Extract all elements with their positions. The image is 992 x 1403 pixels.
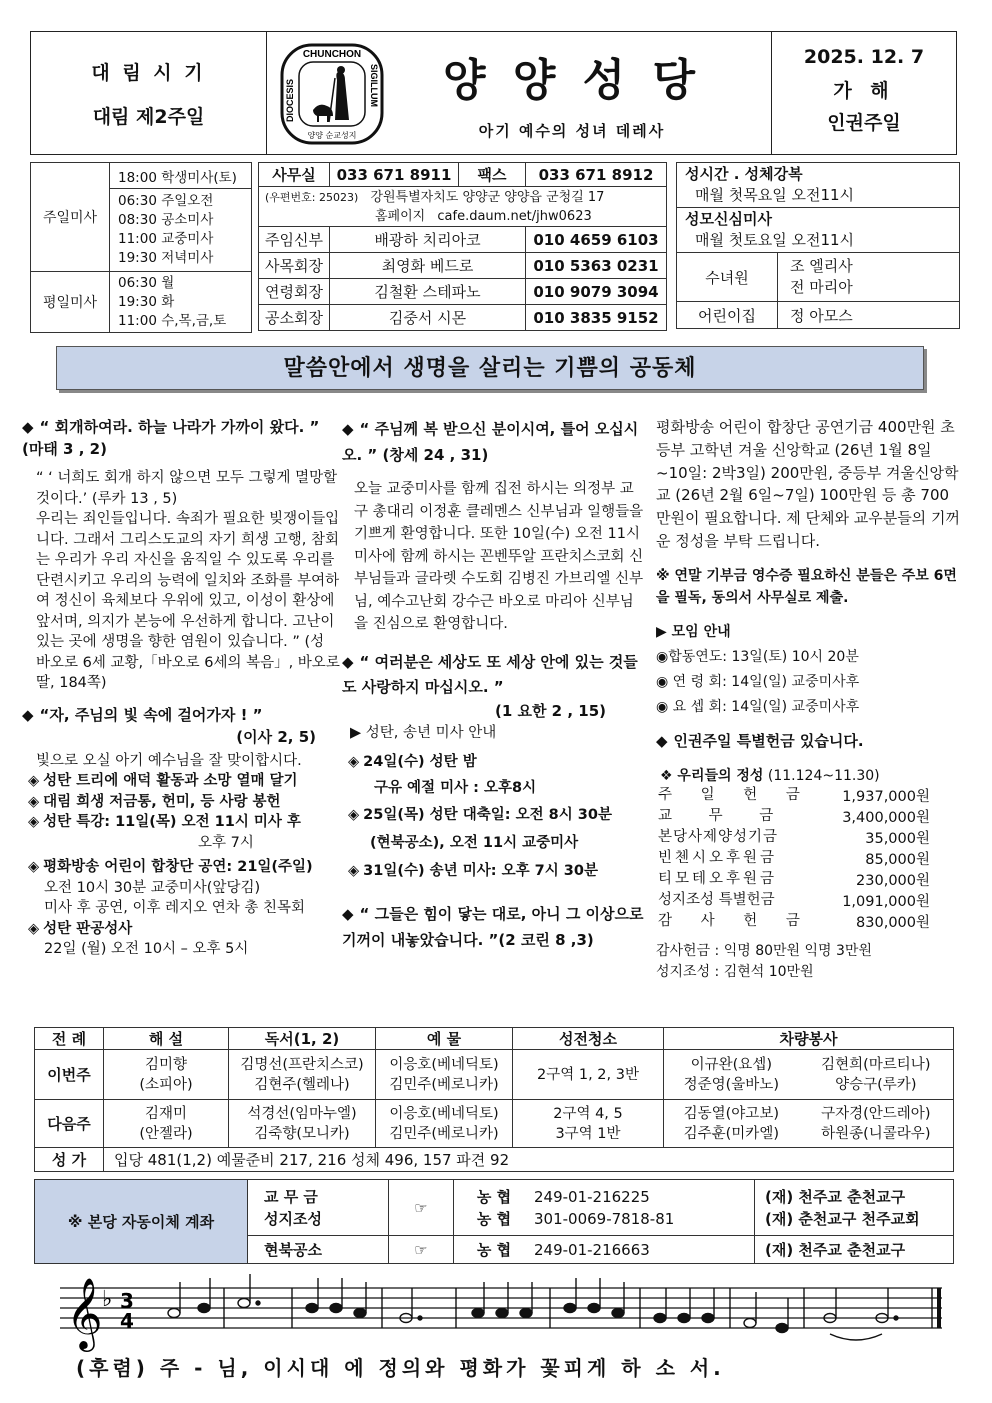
offering-table: [658, 785, 930, 932]
thanks-offering: 감사헌금 : 익명 80만원 익명 3만원: [656, 942, 872, 959]
header-date-box: [771, 31, 957, 155]
sister-name: 조 엘리사: [790, 257, 853, 275]
person: 김현희(마르티나): [821, 1056, 931, 1073]
seal-right-text: SIGILLUM: [369, 64, 379, 107]
time-sig-bottom: 4: [120, 1309, 134, 1333]
offering-label: 티모테오후원금: [658, 870, 778, 887]
roster-header: 전 례: [35, 1028, 104, 1050]
homepage-link[interactable]: cafe.daum.net/jhw0623: [437, 208, 592, 224]
roster-header: 해 설: [104, 1028, 229, 1050]
sunday-name: 인권주일: [827, 112, 901, 134]
weekday-mass-label: 평일미사: [31, 272, 110, 333]
meeting-item: ◉ 연 령 회: 14일(일) 교중미사후: [656, 673, 860, 690]
header-season-box: [30, 31, 267, 155]
music-staff: [60, 1272, 950, 1352]
fax-number: 033 671 8912: [526, 163, 667, 187]
hymn-lyrics: (후렴) 주 - 님, 이시대 에 정의와 평화가 꽃피게 하 소 서.: [76, 1356, 725, 1380]
office-phone: 033 671 8911: [330, 163, 459, 187]
person: 이응호(베네딕토): [389, 1056, 499, 1073]
advent-item: ◈ 평화방송 어린이 합창단 공연: 21일(주일): [22, 857, 340, 878]
bank: 농 협: [476, 1187, 512, 1206]
person: 하원종(니콜라우): [821, 1125, 931, 1142]
column-3: [656, 416, 962, 982]
account-holders: [755, 1180, 954, 1236]
seal-bottom-text: 양양 순교성지: [307, 131, 357, 140]
account-holder: (재) 천주교 춘천교구: [755, 1236, 954, 1264]
sisters-label: 수녀원: [677, 253, 778, 302]
offering-title: ❖ 우리들의 정성: [660, 767, 764, 784]
weekday-time: 11:00 수,목,금,토: [118, 312, 227, 329]
advent-item-cont: 22일 (월) 오전 10시 – 오후 5시: [44, 941, 249, 957]
sunday-time: 11:00 교중미사: [118, 231, 214, 247]
staff-name: 최영화 베드로: [330, 253, 526, 279]
person: 김민주(베로니카): [389, 1125, 499, 1142]
person: (소피아): [139, 1076, 193, 1093]
advent-item: ◈ 대림 희생 저금통, 헌미, 등 사랑 봉헌: [22, 792, 340, 813]
roster-commentary: [104, 1050, 229, 1100]
person: 석경선(임마누엘): [247, 1105, 357, 1122]
offering-label: 교 무 금: [658, 807, 790, 824]
bank-accounts-table: [34, 1179, 954, 1264]
season-label: 대 림 시 기: [91, 62, 206, 84]
account-number: 249-01-216225: [534, 1187, 650, 1206]
bulletin-date: 2025. 12. 7: [803, 46, 925, 68]
receipt-notice: ※ 연말 기부금 영수증 필요하신 분들은 주보 6면을 필독, 동의서 사무실로 제출.: [656, 567, 957, 606]
quote3-body: 오늘 교중미사를 함께 집전 하시는 의정부 교구 총대리 이정훈 클레멘스 신부님과 일행들을 기쁘게 환영합니다. 또한 10일(수) 오전 11시 미사에 함께 하시는 꼰벤뚜알 프란치스코회 신부님들과 글라렛 수도회 김병진 가브리엘 신부님, 예수고난회 강수근 바오로 마리아 신부님을 진심으로 환영합니다.: [354, 481, 644, 632]
quote4-ref: (1 요한 2 , 15): [494, 701, 606, 720]
offering-amount: 830,000원: [856, 914, 930, 931]
person: 양승구(루카): [835, 1076, 917, 1093]
roster-cleaning: [513, 1050, 664, 1100]
advent-item: ◈ 성탄 판공성사: [22, 919, 340, 940]
roster-header: 예 물: [376, 1028, 513, 1050]
hymn-numbers: 입당 481(1,2) 예물준비 217, 216 성체 496, 157 파견 92: [104, 1148, 954, 1172]
roster-cleaning: [513, 1100, 664, 1148]
advent-item-cont: 오전 10시 30분 교중미사(앞당김): [44, 879, 261, 896]
group: 3구역 1반: [555, 1125, 621, 1142]
seal-left-text: DIOCESIS: [285, 78, 295, 122]
column-1: [22, 416, 340, 960]
offering-label: 빈첸시오후원금: [658, 849, 778, 866]
fax-label: 팩스: [459, 163, 526, 187]
staff-phone: 010 4659 6103: [526, 227, 667, 253]
quote1-quote: “ ‘ 너희도 회개 하지 않으면 모두 그렇게 멸망할 것이다.’ (루카 13 , 5): [36, 470, 338, 507]
person: 김민주(베로니카): [389, 1076, 499, 1093]
roster-offering: [376, 1100, 513, 1148]
group: 2구역 4, 5: [553, 1105, 623, 1122]
roster-offering: [376, 1050, 513, 1100]
motto-text: 말씀안에서 생명을 살리는 기쁨의 공동체: [283, 355, 697, 381]
bank: 농 협: [476, 1209, 512, 1228]
year-cycle: 가 해: [833, 80, 895, 102]
motto-banner: [56, 346, 924, 390]
sunday-time: 08:30 공소미사: [118, 212, 214, 228]
sisters-names: [778, 253, 960, 302]
pointer-icon: ☞: [389, 1236, 454, 1264]
sunday-time: 06:30 주일오전: [118, 193, 214, 209]
quote1-body: 우리는 죄인들입니다. 속죄가 필요한 빚쟁이들입니다. 그래서 그리스도교의 자기 희생 고행, 참회는 우리가 우리 자신을 움직일 수 있도록 우리를 단련시키고 우리의 능력에 일치와 조화를 부여하여 정신이 육체보다 우위에 있고, 이성이 환상에 앞서며, 의지가 본능에 우선하게 합니다. 고난이 있는 곳에 생명을 향한 염원이 있습니다. ” (성 바오로 6세 교황,「바오로 6세의 복음」, 바오로 딸, 184쪽): [36, 511, 340, 691]
nursery-label: 어린이집: [677, 302, 778, 329]
advent-item: ◈ 성탄 특강: 11일(목) 오전 11시 미사 후: [22, 812, 340, 833]
staff-role: 공소회장: [259, 305, 330, 331]
roster-commentary: [104, 1100, 229, 1148]
quote1-title: ◆ “ 회개하여라. 하늘 나라가 가까이 왔다. ” (마태 3 , 2): [22, 416, 340, 460]
person: 김동열(야고보): [683, 1105, 779, 1122]
staff-phone: 010 9079 3094: [526, 279, 667, 305]
quote3-title: ◆ “ 주님께 복 받으신 분이시여, 틀어 오십시오. ” (창세 24 , 31): [342, 416, 646, 468]
account-number: 249-01-216663: [534, 1236, 755, 1264]
christmas-item: ◈ 24일(수) 성탄 밤: [342, 749, 646, 775]
roster-driving: [664, 1050, 799, 1100]
pointer-icon: ☞: [389, 1180, 454, 1236]
offering-period: (11.124~11.30): [767, 767, 880, 784]
hymn-label: 성 가: [35, 1148, 104, 1172]
column-2: [342, 416, 646, 953]
account-numbers: [534, 1180, 755, 1236]
holy-hour-time: 매월 첫목요일 오전11시: [695, 186, 855, 204]
week-label: 대림 제2주일: [92, 106, 205, 128]
header-title-box: [266, 31, 772, 155]
sunday-time: 19:30 저녁미사: [118, 250, 214, 266]
offering-label: 감 사 헌 금: [658, 912, 812, 929]
christmas-item-cont: (현북공소), 오전 11시 교중미사: [370, 835, 579, 851]
shrine-offering: 성지조성 : 김현석 10만원: [656, 963, 814, 980]
holy-hour-cell: [677, 163, 960, 208]
account-name: 교 무 금: [264, 1187, 318, 1206]
heart-mass-time: 매월 첫토요일 오전11시: [695, 231, 855, 249]
person: 김미향: [144, 1056, 188, 1073]
meeting-item: ◉합동연도: 13일(토) 10시 20분: [656, 648, 859, 665]
person: 김현주(헬레나): [254, 1076, 350, 1093]
postal-code: (우편번호: 25023): [265, 190, 359, 204]
roster-header: 성전청소: [513, 1028, 664, 1050]
person: 구자경(안드레아): [821, 1105, 931, 1122]
seal-top-text: CHUNCHON: [302, 49, 362, 60]
quote2-ref: (이사 2, 5): [236, 727, 316, 746]
group: 2구역 1, 2, 3반: [537, 1066, 639, 1083]
person: 김명선(프란치스코): [240, 1056, 364, 1073]
fund-paragraph: 평화방송 어린이 합창단 공연기금 400만원 초등부 고학년 겨울 신앙학교 (26년 1월 8일~10일: 2박3일) 200만원, 중등부 겨울신앙학교 (26년 2월 6일~7일) 100만원 등 총 700만원이 필요합니다. 제 단체와 교우분들의 기꺼운 정성을 부탁 드립니다.: [656, 418, 960, 550]
address: 강원특별자치도 양양군 양양읍 군청길 17: [370, 189, 605, 205]
quote4-title: ◆ “ 여러분은 세상도 또 세상 안에 있는 것들도 사랑하지 마십시오. ”: [342, 650, 646, 700]
quote5-title: ◆ “ 그들은 힘이 닿는 대로, 아니 그 이상으로 기꺼이 내놓았습니다. ”(2 코린 8 ,3): [342, 901, 646, 953]
person: 김주훈(미카엘): [683, 1125, 779, 1142]
offering-label: 주 일 헌 금: [658, 786, 812, 803]
nursery-name: 정 아모스: [778, 302, 960, 329]
offering-amount: 230,000원: [856, 872, 930, 889]
person: 김재미: [144, 1105, 188, 1122]
offering-amount: 85,000원: [865, 851, 930, 868]
staff-name: 배광하 치리아코: [330, 227, 526, 253]
staff-phone: 010 3835 9152: [526, 305, 667, 331]
sunday-mass-label: 주일미사: [31, 163, 110, 272]
staff-role: 연령회장: [259, 279, 330, 305]
weekday-mass-times: [110, 272, 252, 333]
staff-name: 김중서 시몬: [330, 305, 526, 331]
advent-item-cont: 미사 후 공연, 이후 레지오 연차 총 친목회: [44, 900, 305, 916]
person: (안젤라): [139, 1125, 193, 1142]
side-info-table: [676, 162, 960, 329]
liturgy-roster-table: [34, 1027, 954, 1172]
homepage-label: 홈페이지: [375, 208, 426, 224]
special-collection: ◆ 인권주일 특별헌금 있습니다.: [656, 730, 962, 751]
advent-item: ◈ 성탄 트리에 애덕 활동과 소망 열매 달기: [22, 771, 340, 792]
christmas-item-cont: 구유 예절 미사 : 오후8시: [374, 780, 537, 796]
christmas-item: ◈ 25일(목) 성탄 대축일: 오전 8시 30분: [342, 801, 646, 829]
sunday-mass-times: [110, 189, 252, 272]
account-name: 성지조성: [264, 1209, 322, 1228]
account-name: 현북공소: [248, 1236, 389, 1264]
account-names: [248, 1180, 389, 1236]
bank: 농 협: [454, 1236, 535, 1264]
quote2-title: ◆ “자, 주님의 빛 속에 걸어가자 ! ”: [22, 704, 340, 726]
diocese-seal-logo: [279, 42, 385, 146]
office-table: [258, 162, 667, 331]
person: 이규완(요셉): [690, 1056, 772, 1073]
staff-role: 주임신부: [259, 227, 330, 253]
mass-schedule-table: [30, 162, 252, 333]
time-sig-top: 3: [120, 1289, 134, 1313]
office-label: 사무실: [259, 163, 330, 187]
roster-row-label: 다음주: [35, 1100, 104, 1148]
flat-icon: ♭: [102, 1287, 113, 1312]
staff-phone: 010 5363 0231: [526, 253, 667, 279]
heart-mass-cell: [677, 208, 960, 253]
holy-hour-title: 성시간 . 성체강복: [685, 165, 803, 183]
address-cell: [259, 187, 667, 227]
roster-reading: [229, 1050, 376, 1100]
christmas-title: ▶ 성탄, 송년 미사 안내: [350, 724, 497, 741]
offering-label: 본당사제양성기금: [658, 828, 779, 845]
staff-role: 사목회장: [259, 253, 330, 279]
saturday-mass: 18:00 학생미사(토): [110, 163, 252, 189]
weekday-time: 19:30 화: [118, 293, 175, 310]
offering-header: [656, 765, 962, 785]
meeting-item: ◉ 요 셉 회: 14일(일) 교중미사후: [656, 698, 860, 715]
offering-amount: 1,937,000원: [842, 788, 930, 805]
roster-driving: [799, 1050, 954, 1100]
staff-name: 김철환 스테파노: [330, 279, 526, 305]
accounts-label: ※ 본당 자동이체 계좌: [35, 1180, 248, 1264]
meeting-title: ▶ 모임 안내: [656, 623, 731, 640]
account-number: 301-0069-7818-81: [534, 1209, 675, 1228]
account-holder: (재) 천주교 춘천교구: [765, 1187, 906, 1206]
roster-driving: [664, 1100, 799, 1148]
person: 이응호(베네딕토): [389, 1105, 499, 1122]
offering-amount: 3,400,000원: [842, 809, 930, 826]
treble-clef-icon: 𝄞: [66, 1276, 103, 1349]
roster-header: 차량봉사: [664, 1028, 954, 1050]
roster-header: 독서(1, 2): [229, 1028, 376, 1050]
advent-item-cont: 오후 7시: [198, 834, 254, 851]
account-holder: (재) 춘천교구 천주교회: [765, 1209, 920, 1228]
offering-label: 성지조성 특별헌금: [658, 891, 775, 908]
roster-reading: [229, 1100, 376, 1148]
bank-name: [454, 1180, 535, 1236]
roster-row-label: 이번주: [35, 1050, 104, 1100]
person: 김죽향(모니카): [254, 1125, 350, 1142]
quote2-body: 빛으로 오실 아기 예수님을 잘 맞이합시다.: [36, 752, 302, 769]
weekday-time: 06:30 월: [118, 274, 175, 291]
church-patron: 아기 예수의 성녀 데레사: [478, 122, 666, 140]
offering-amount: 35,000원: [865, 830, 930, 847]
christmas-item: ◈ 31일(수) 송년 미사: 오후 7시 30분: [342, 857, 646, 885]
person: 정준영(울바노): [683, 1076, 779, 1093]
heart-mass-title: 성모신심미사: [685, 210, 772, 228]
roster-driving: [799, 1100, 954, 1148]
church-name: 양 양 성 당: [443, 55, 701, 106]
sister-name: 전 마리아: [790, 278, 853, 296]
offering-amount: 1,091,000원: [842, 893, 930, 910]
